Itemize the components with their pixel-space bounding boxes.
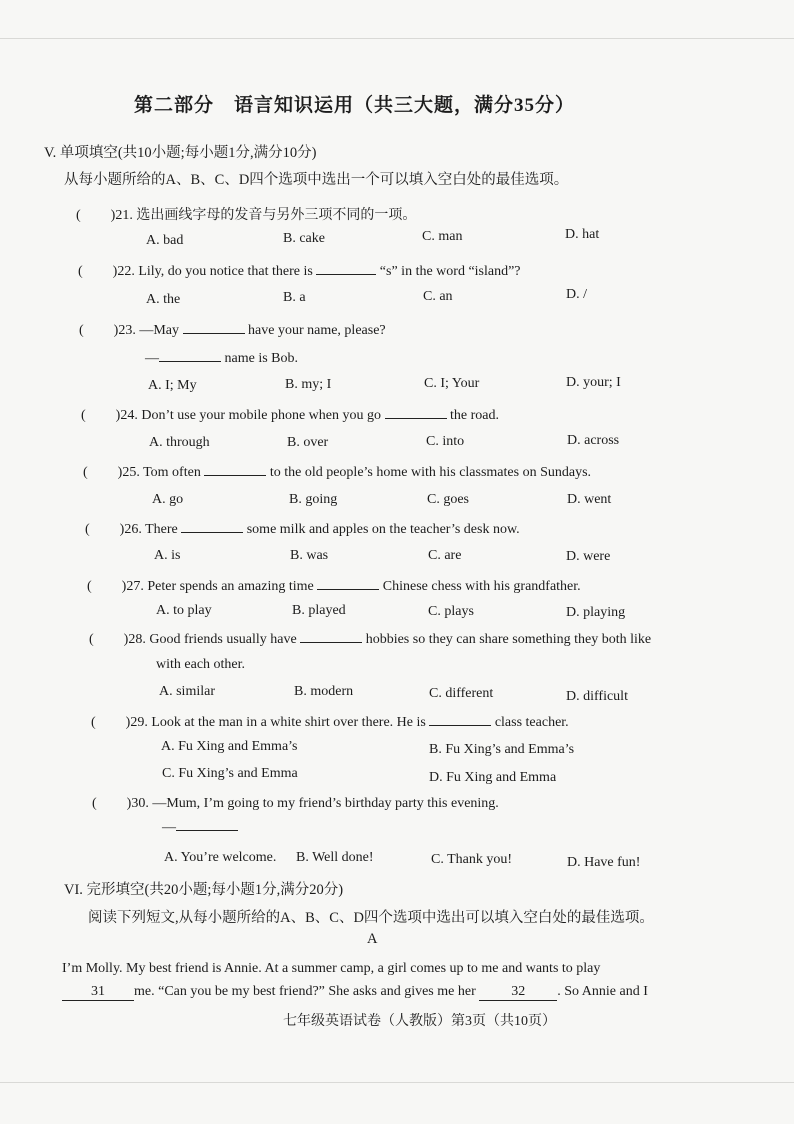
option-d: D. went [567,492,612,507]
answer-paren-25[interactable]: ( ) [83,465,123,480]
option-d: D. Fu Xing and Emma [429,770,557,785]
option-a: A. Fu Xing and Emma’s [161,739,298,754]
option-b: B. Fu Xing’s and Emma’s [429,742,575,757]
answer-blank[interactable] [317,577,379,590]
option-c: C. different [429,686,494,701]
answer-blank[interactable] [300,630,362,643]
question-30-line2: — [162,818,238,836]
answer-paren-23[interactable]: ( ) [79,323,119,338]
option-c: C. Thank you! [431,852,513,867]
question-28-line2: with each other. [156,657,246,672]
answer-paren-21[interactable]: ( ) [76,208,116,223]
section-5-heading: V. 单项填空(共10小题;每小题1分,满分10分) [44,145,317,161]
answer-paren-24[interactable]: ( ) [81,408,121,423]
answer-paren-26[interactable]: ( ) [85,522,125,537]
answer-blank[interactable] [176,818,238,831]
answer-blank[interactable] [385,406,447,419]
option-a: A. through [149,435,210,450]
option-d: D. playing [566,605,626,620]
option-a: A. go [152,492,184,507]
passage-label: A [367,931,378,947]
option-c: C. Fu Xing’s and Emma [162,766,298,781]
answer-paren-27[interactable]: ( ) [87,579,127,594]
option-c: C. plays [428,604,474,619]
question-24: ( )24. Don’t use your mobile phone when you go the road. [81,408,499,423]
answer-blank[interactable] [316,262,376,275]
option-c: C. are [428,548,462,563]
question-29: ( )29. Look at the man in a white shirt over there. He is class teacher. [91,715,569,730]
cloze-blank-32[interactable]: 32 [479,984,557,1001]
option-d: D. / [566,287,587,302]
option-b: B. a [283,290,306,305]
question-28: ( )28. Good friends usually have hobbies so they can share something they both like [89,632,652,647]
answer-blank[interactable] [429,713,491,726]
question-23-line2: — name is Bob. [145,351,298,366]
question-stem: 21. 选出画线字母的发音与另外三项不同的一项。 [115,208,417,223]
option-a: A. I; My [148,378,197,393]
question-22: ( )22. Lily, do you notice that there is “s” in the word “island”? [78,264,521,279]
passage-line-2: 31 me. “Can you be my best friend?” She asks and gives me her 32 . So Annie and I [62,984,648,1001]
option-c: C. I; Your [424,376,480,391]
option-b: B. my; I [285,377,332,392]
option-d: D. hat [565,227,600,242]
question-30: ( )30. —Mum, I’m going to my friend’s birthday party this evening. [92,796,499,811]
option-c: C. goes [427,492,469,507]
question-27: ( )27. Peter spends an amazing time Chinese chess with his grandfather. [87,579,581,594]
option-a: A. to play [156,603,212,618]
option-c: C. into [426,434,465,449]
option-a: A. is [154,548,181,563]
answer-paren-29[interactable]: ( ) [91,715,131,730]
answer-blank[interactable] [159,349,221,362]
option-b: B. Well done! [296,850,374,865]
option-b: B. played [292,603,346,618]
option-d: D. your; I [566,375,621,390]
passage-line-1: I’m Molly. My best friend is Annie. At a summer camp, a girl comes up to me and wants to play [62,961,601,976]
section-6-instruction: 阅读下列短文,从每小题所给的A、B、C、D四个选项中选出可以填入空白处的最佳选项。 [88,910,654,926]
option-d: D. were [566,549,611,564]
answer-paren-30[interactable]: ( ) [92,796,132,811]
option-d: D. difficult [566,689,628,704]
question-23: ( )23. —May have your name, please? [79,323,386,338]
answer-blank[interactable] [181,520,243,533]
page-footer: 七年级英语试卷（人教版）第3页（共10页） [283,1014,556,1029]
part-title: 第二部分 语言知识运用（共三大题，满分35分） [134,95,576,116]
option-d: D. across [567,433,620,448]
option-b: B. going [289,492,338,507]
option-a: A. similar [159,684,215,699]
option-d: D. Have fun! [567,855,641,870]
answer-blank[interactable] [204,463,266,476]
option-b: B. was [290,548,329,563]
question-25: ( )25. Tom often to the old people’s home with his classmates on Sundays. [83,465,592,480]
answer-paren-22[interactable]: ( ) [78,264,118,279]
section-5-instruction: 从每小题所给的A、B、C、D四个选项中选出一个可以填入空白处的最佳选项。 [64,172,569,188]
answer-paren-28[interactable]: ( ) [89,632,129,647]
option-c: C. man [422,229,463,244]
option-a: A. the [146,292,181,307]
scan-edge-bottom [0,1082,794,1083]
section-6-heading: VI. 完形填空(共20小题;每小题1分,满分20分) [64,882,344,898]
scan-edge-top [0,38,794,39]
question-26: ( )26. There some milk and apples on the teacher’s desk now. [85,522,520,537]
option-a: A. You’re welcome. [164,850,277,865]
option-b: B. over [287,435,329,450]
answer-blank[interactable] [183,321,245,334]
option-b: B. modern [294,684,354,699]
question-21 [76,204,416,224]
cloze-blank-31[interactable]: 31 [62,984,134,1001]
option-c: C. an [423,289,453,304]
option-b: B. cake [283,231,325,246]
option-a: A. bad [146,233,184,248]
